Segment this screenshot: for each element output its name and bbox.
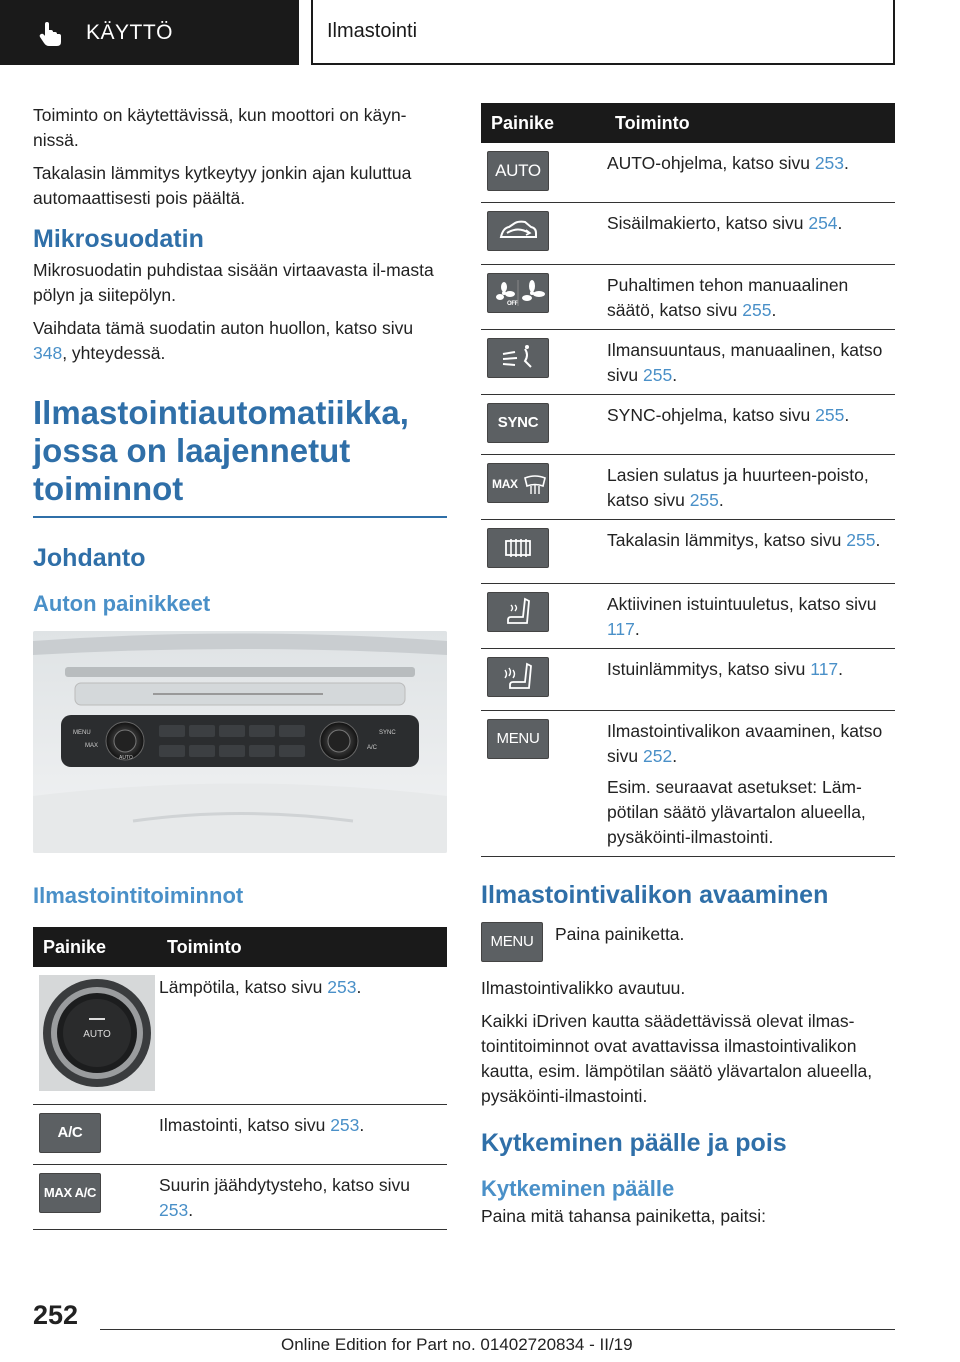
paragraph: Toiminto on käytettävissä, kun moottori on käyn-nissä. [33, 105, 407, 150]
text: . [771, 299, 777, 320]
text: Ilmastointivalikon avaaminen, katso sivu [607, 720, 883, 766]
page-link[interactable]: 255 [815, 404, 845, 425]
page-link[interactable]: 255 [846, 529, 876, 550]
text: . [359, 1115, 365, 1135]
text: Takalasin lämmitys, katso sivu [607, 529, 842, 550]
paragraph: Mikrosuodatin puhdistaa sisään virtaavasta il-masta pölyn ja siitepölyn. [33, 260, 434, 305]
paragraph: Paina mitä tahansa painiketta, paitsi: [481, 1205, 767, 1226]
function-text [607, 394, 895, 454]
table-row [481, 329, 895, 394]
climate-panel-photo [33, 631, 447, 853]
chapter-heading: Ilmastointiautomatiikka, jossa on laajennetut toiminnot [33, 394, 447, 518]
paragraph [33, 316, 447, 366]
left-column [33, 103, 447, 1230]
table-row [481, 394, 895, 454]
page-link[interactable]: 255 [742, 299, 772, 320]
text: Ilmansuuntaus, manuaalinen, katso sivu [607, 339, 883, 385]
text: Sisäilmakierto, katso sivu [607, 212, 804, 233]
page-link[interactable]: 253 [159, 1200, 189, 1220]
page-number: 252 [33, 1300, 79, 1330]
seat-heating-button-icon [487, 657, 549, 697]
edition-text: Online Edition for Part no. 01402720834 - II/19 [281, 1335, 633, 1354]
max-defrost-button-icon [487, 463, 549, 503]
rear-defrost-button-icon [487, 528, 549, 568]
microfilter-heading: Mikrosuodatin [33, 225, 204, 253]
text: AUTO-ohjelma, katso sivu [607, 153, 810, 173]
function-text [159, 1105, 447, 1165]
page-link[interactable]: 254 [808, 212, 838, 233]
fan-off-label: OFF [507, 300, 519, 307]
max-label: MAX [492, 476, 518, 491]
text: , yhteydessä. [62, 343, 166, 363]
text: . [672, 364, 678, 385]
table-row [481, 583, 895, 648]
functions-table-right [481, 103, 895, 857]
auto-button-icon: AUTO [487, 151, 549, 191]
table-row [481, 202, 895, 264]
text: . [356, 977, 362, 997]
table-row [481, 648, 895, 710]
buttons-heading: Auton painikkeet [33, 591, 211, 616]
function-text [159, 967, 447, 1105]
page-link[interactable]: 255 [643, 364, 673, 385]
ac-button-icon: A/C [39, 1113, 101, 1153]
extra-text: Esim. seuraavat asetukset: Läm-pötilan säätö ylävartalon alueella, pysäköinti-ilmastointi. [607, 776, 866, 847]
temperature-knob-icon [39, 975, 155, 1091]
text: . [672, 745, 678, 766]
intro-heading: Johdanto [33, 544, 146, 572]
functions-table-left [33, 927, 447, 1230]
panel-menu-label: MENU [73, 730, 91, 736]
function-text [607, 519, 895, 583]
text: SYNC-ohjelma, katso sivu [607, 404, 811, 425]
menu-heading: Ilmastointivalikon avaaminen [481, 880, 829, 909]
text: Lämpötila, katso sivu [159, 977, 323, 997]
function-text [607, 454, 895, 519]
recirculation-button-icon [487, 211, 549, 251]
panel-auto-label: AUTO [119, 755, 133, 761]
table-row [33, 1105, 447, 1165]
table-row [481, 454, 895, 519]
text: Ilmastointi, katso sivu [159, 1115, 326, 1135]
function-text [607, 329, 895, 394]
panel-max-label: MAX [85, 743, 99, 749]
table-row [481, 519, 895, 583]
text: Puhaltimen tehon manuaalinen säätö, katso sivu [607, 274, 849, 320]
function-text [607, 583, 895, 648]
right-column [481, 103, 895, 1237]
page-link[interactable]: 117 [607, 618, 635, 639]
section-tab [0, 0, 299, 65]
function-text [607, 143, 895, 202]
functions-heading: Ilmastointitoiminnot [33, 883, 244, 908]
column-header: Painike [33, 927, 159, 967]
function-text [607, 648, 895, 710]
text: . [844, 153, 849, 173]
menu-instruction [481, 922, 895, 962]
chapter-tab [311, 0, 895, 65]
text: . [188, 1200, 194, 1220]
column-header: Toiminto [159, 927, 447, 967]
page-link[interactable]: 255 [689, 489, 719, 510]
page-link[interactable]: 253 [327, 977, 357, 997]
menu-button-icon: MENU [487, 719, 549, 759]
knob-auto-label: AUTO [83, 1029, 111, 1040]
max-ac-button-icon: MAX A/C [39, 1173, 101, 1213]
text: . [634, 618, 640, 639]
page-link[interactable]: 253 [814, 153, 845, 173]
page-link[interactable]: 252 [643, 745, 673, 766]
text: . [837, 212, 843, 233]
table-row [481, 710, 895, 856]
function-text [607, 710, 895, 856]
function-text [607, 264, 895, 329]
page-link[interactable]: 117 [810, 658, 839, 679]
fan-button-icon [487, 273, 549, 313]
column-header: Toiminto [607, 103, 895, 143]
text: . [838, 658, 844, 679]
table-row [481, 264, 895, 329]
chapter-title: Ilmastointi [327, 20, 418, 42]
paragraph: Takalasin lämmitys kytkeytyy jonkin ajan kuluttua automaattisesti pois päältä. [33, 163, 412, 208]
function-text [607, 202, 895, 264]
text: Lasien sulatus ja huurteen-poisto, katso sivu [607, 464, 869, 510]
text: . [875, 529, 881, 550]
page-link[interactable]: 348 [33, 343, 63, 363]
text: Aktiivinen istuintuuletus, katso sivu [607, 593, 877, 614]
footer-divider [100, 1329, 895, 1330]
text: . [718, 489, 724, 510]
paragraph: Kaikki iDriven kautta säädettävissä olevat ilmas-tointitoiminnot ovat avattavissa ilmastointivalikon kautta, esim. lämpötilan säätö ylävartalon alueella, pysäköinti-ilmastointi. [481, 1010, 873, 1106]
menu-button-icon: MENU [481, 922, 543, 962]
hand-pointer-icon [36, 18, 66, 48]
onoff-heading: Kytkeminen päälle ja pois [481, 1128, 787, 1157]
air-distribution-button-icon [487, 338, 549, 378]
on-heading: Kytkeminen päälle [481, 1175, 675, 1201]
text: Istuinlämmitys, katso sivu [607, 658, 806, 679]
section-title: KÄYTTÖ [86, 20, 174, 44]
paragraph: Ilmastointivalikko avautuu. [481, 977, 686, 998]
table-row [33, 1165, 447, 1230]
text: . [844, 404, 850, 425]
text: Vaihdata tämä suodatin auton huollon, katso sivu [33, 318, 414, 338]
sync-button-icon: SYNC [487, 403, 549, 443]
table-row [481, 143, 895, 202]
panel-ac-label: A/C [367, 745, 378, 751]
column-header: Painike [481, 103, 607, 143]
seat-ventilation-button-icon [487, 592, 549, 632]
panel-sync-label: SYNC [379, 730, 396, 736]
page-link[interactable]: 253 [330, 1115, 360, 1135]
function-text [159, 1165, 447, 1230]
text: Suurin jäähdytysteho, katso sivu [159, 1175, 410, 1195]
paragraph: Paina painiketta. [555, 923, 685, 944]
table-row [33, 967, 447, 1105]
